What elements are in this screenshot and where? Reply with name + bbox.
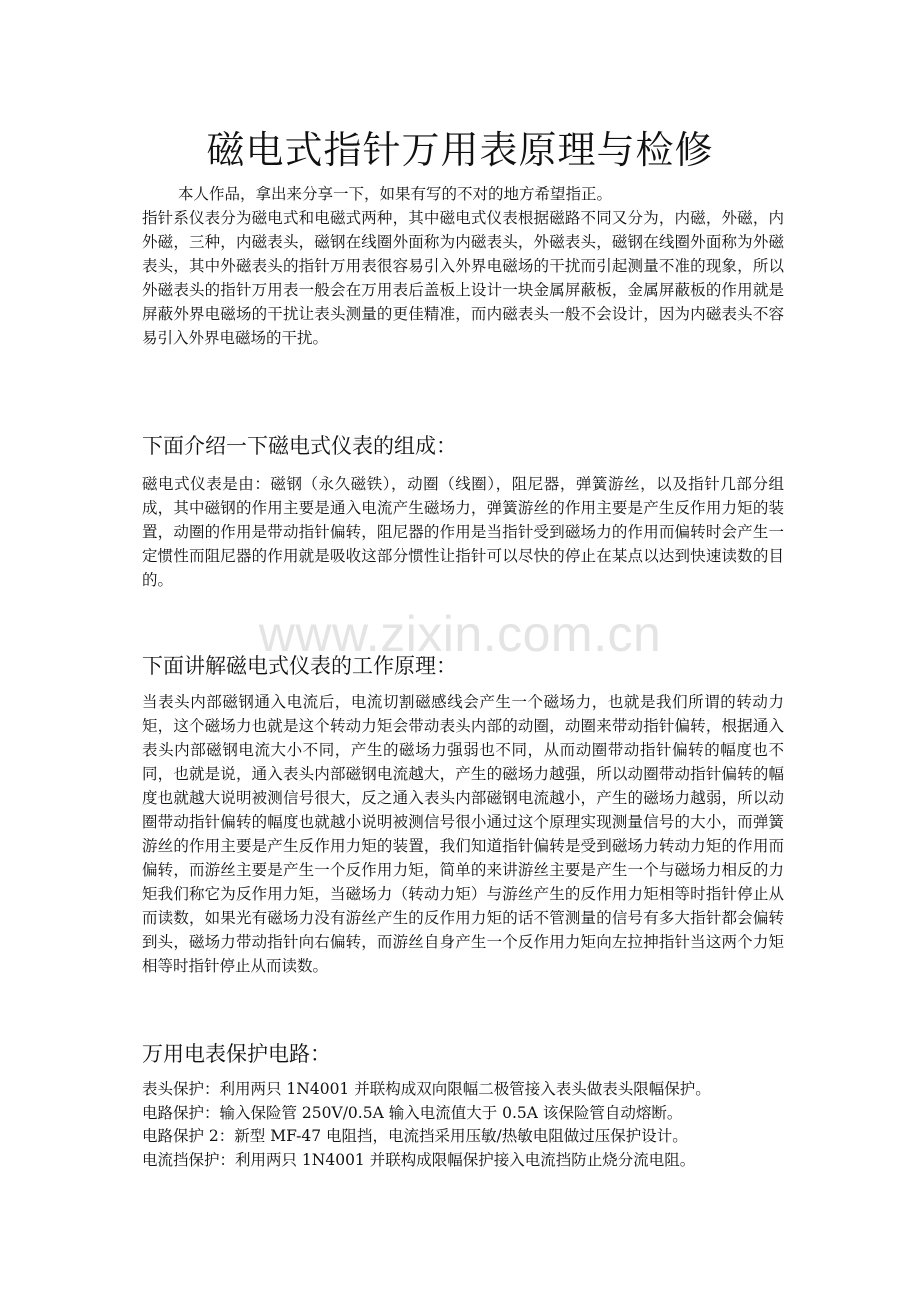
heading-composition: 下面介绍一下磁电式仪表的组成：: [142, 434, 457, 458]
list-item: 电流挡保护：利用两只 1N4001 并联构成限幅保护接入电流挡防止烧分流电阻。: [142, 1150, 696, 1169]
heading-working-principle: 下面讲解磁电式仪表的工作原理：: [142, 654, 457, 678]
list-item: 电路保护 2：新型 MF-47 电阻挡，电流挡采用压敏/热敏电阻做过压保护设计。: [142, 1127, 688, 1145]
heading-protection-circuit: 万用电表保护电路：: [142, 1042, 331, 1066]
watermark: www.zixin.com.cn: [258, 606, 662, 662]
protection-list: [142, 1078, 802, 1172]
paragraph-working-principle: 当表头内部磁钢通入电流后，电流切割磁感线会产生一个磁场力，也就是我们所谓的转动力矩，这个磁场力也就是这个转动力矩会带动表头内部的动圈，动圈来带动指针偏转，根据通入表头内部磁钢电流大小不同，产生的磁场力强弱也不同，从而动圈带动指针偏转的幅度也不同，也就是说，通入表头内部磁钢电流越大，产生的磁场力越强，所以动圈带动指针偏转的幅度也就越大说明被测信号很大，反之通入表头内部磁钢电流越小，产生的磁场力越弱，所以动圈带动指针偏转的幅度也就越小说明被测信号很小通过这个原理实现测量信号的大小，而弹簧游丝的作用主要是产生反作用力矩的装置，我们知道指针偏转是受到磁场力转动力矩的作用而偏转，而游丝主要是产生一个反作用力矩，简单的来讲游丝主要是产生一个与磁场力相反的力矩我们称它为反作用力矩，当磁场力（转动力矩）与游丝产生的反作用力矩相等时指针停止从而读数，如果光有磁场力没有游丝产生的反作用力矩的话不管测量的信号有多大指针都会偏转到头，磁场力带动指针向右偏转，而游丝自身产生一个反作用力矩向左拉抻指针当这两个力矩相等时指针停止从而读数。: [142, 693, 784, 975]
intro-line: 本人作品，拿出来分享一下，如果有写的不对的地方希望指正。: [178, 185, 613, 203]
document-title: 磁电式指针万用表原理与检修: [206, 128, 714, 172]
list-item: 表头保护：利用两只 1N4001 并联构成双向限幅二极管接入表头做表头限幅保护。: [142, 1080, 711, 1098]
paragraph-meter-types: 指针系仪表分为磁电式和电磁式两种，其中磁电式仪表根据磁路不同又分为，内磁，外磁，内外磁，三种，内磁表头，磁钢在线圈外面称为内磁表头，外磁表头，磁钢在线圈外面称为外磁表头，其中外磁表头的指针万用表很容易引入外界电磁场的干扰而引起测量不准的现象，所以外磁表头的指针万用表一般会在万用表后盖板上设计一块金属屏蔽板，金属屏蔽板的作用就是屏蔽外界电磁场的干扰让表头测量的更佳精准，而内磁表头一般不会设计，因为内磁表头不容易引入外界电磁场的干扰。: [142, 209, 784, 347]
paragraph-composition: 磁电式仪表是由：磁钢（永久磁铁），动圈（线圈），阻尼器，弹簧游丝，以及指针几部分组成，其中磁钢的作用主要是通入电流产生磁场力，弹簧游丝的作用主要是产生反作用力矩的装置，动圈的作用是带动指针偏转，阻尼器的作用是当指针受到磁场力的作用而偏转时会产生一定惯性而阻尼器的作用就是吸收这部分惯性让指针可以尽快的停止在某点以达到快速读数的目的。: [142, 475, 784, 589]
list-item: 电路保护：输入保险管 250V/0.5A 输入电流值大于 0.5A 该保险管自动熔断。: [142, 1103, 683, 1122]
